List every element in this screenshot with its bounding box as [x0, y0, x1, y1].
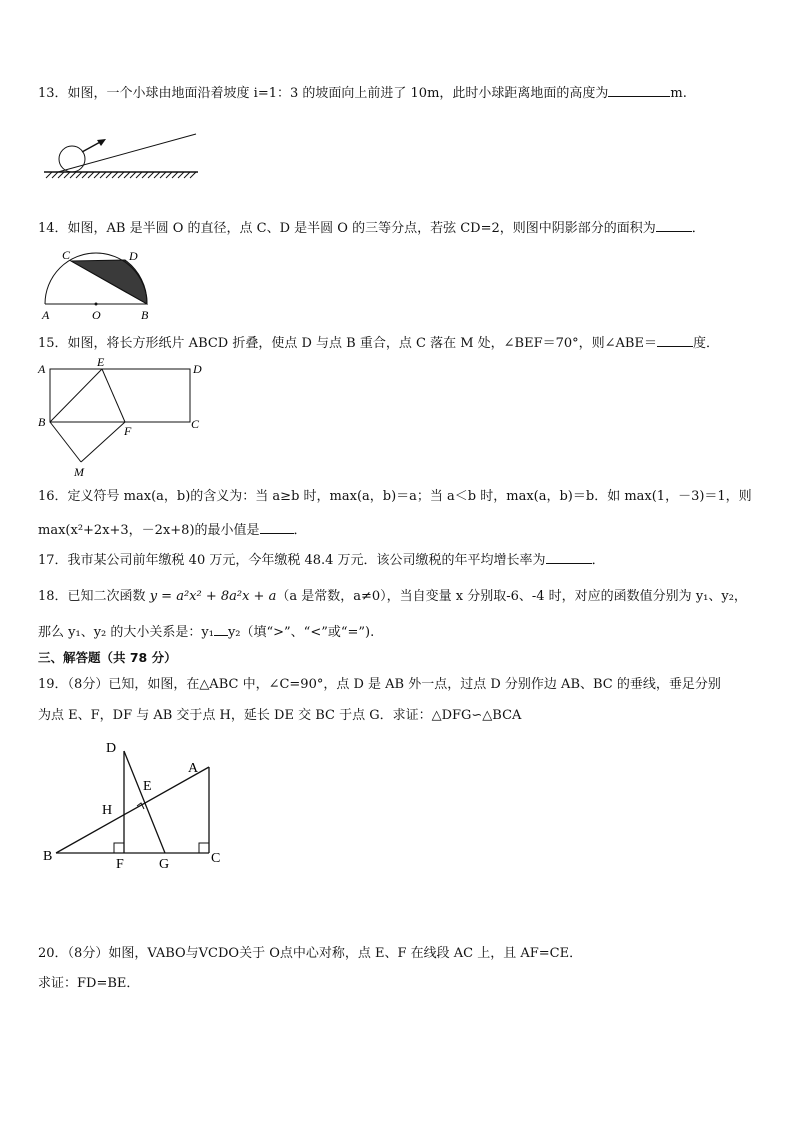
q19-triangle-figure: [40, 735, 230, 875]
q17-text-a: 17．我市某公司前年缴税 40 万元，今年缴税 48.4 万元．该公司缴税的年平均增长率为: [38, 553, 546, 568]
q14-semicircle-figure: [38, 246, 158, 322]
q18-answer-blank[interactable]: [214, 622, 228, 636]
q14-answer-blank[interactable]: [656, 218, 692, 232]
q20-line1: 20．（8分）如图，VABO与VCDO关于 O点中心对称，点 E、F 在线段 AC 上，且 AF=CE．: [38, 946, 583, 961]
q16-line2: [38, 520, 307, 540]
q13-text: [38, 83, 687, 103]
section-heading: 三、解答题（共 78 分）: [38, 650, 177, 665]
segment-mf: [81, 422, 125, 462]
label-b: B: [38, 415, 46, 429]
right-angle-c: [199, 843, 209, 853]
label-m: M: [74, 465, 84, 479]
label-f: F: [124, 424, 132, 438]
q16-line1: 16．定义符号 max(a，b)的含义为：当 a≥b 时，max(a，b)＝a；当 a＜b 时，max(a，b)＝b．如 max(1，－3)＝1，则: [38, 489, 752, 504]
segment-dg: [124, 751, 165, 853]
q19-line1: 19．（8分）已知，如图，在△ABC 中，∠C=90°，点 D 是 AB 外一点，过点 D 分别作边 AB、BC 的垂线，垂足分别: [38, 677, 721, 692]
q13-answer-blank[interactable]: [608, 83, 670, 97]
label-d: D: [193, 362, 202, 376]
segment-bm: [50, 422, 81, 462]
label-c: C: [191, 417, 200, 431]
q20-line2: 求证：FD=BE．: [38, 976, 140, 991]
q16-line2-a: max(x²+2x+3，－2x+8)的最小值是: [38, 523, 260, 538]
q13-text-a: 13．如图，一个小球由地面沿着坡度 i=1：3 的坡面向上前进了 10m，此时小球距离地面的高度为: [38, 86, 609, 101]
segment-be: [50, 369, 102, 422]
q19-line2: 为点 E、F，DF 与 AB 交于点 H，延长 DE 交 BC 于点 G．求证：△DFG∽△BCA: [38, 708, 522, 723]
label-b: B: [141, 308, 149, 322]
q18-function: y = a²x² + 8a²x + a: [149, 589, 277, 604]
label-c: C: [62, 248, 71, 262]
q18-line2: [38, 622, 374, 642]
q18-line2-a: 那么 y₁、y₂ 的大小关系是：y₁: [38, 625, 214, 640]
q18-line1: [38, 588, 747, 606]
q14-text-a: 14．如图，AB 是半圆 O 的直径，点 C、D 是半圆 O 的三等分点，若弦 CD=2，则图中阴影部分的面积为: [38, 221, 656, 236]
q16-line2-b: ．: [293, 523, 307, 538]
segment-ef: [102, 369, 125, 422]
q13-text-b: m.: [670, 86, 687, 101]
ground-hatch: [46, 172, 196, 178]
label-d: D: [129, 249, 138, 263]
q17-text-b: ．: [591, 553, 605, 568]
label-h: H: [102, 803, 113, 818]
q15-text-a: 15．如图，将长方形纸片 ABCD 折叠，使点 D 与点 B 重合，点 C 落在 M 处，∠BEF＝70°，则∠ABE＝: [38, 336, 657, 351]
label-f: F: [116, 857, 124, 872]
q18-line2-b: y₂（填“>”、“<”或“=”).: [227, 625, 375, 640]
rectangle-abcd: [50, 369, 190, 422]
q13-slope-figure: [40, 128, 205, 183]
q15-folded-rectangle-figure: [36, 355, 211, 483]
q14-text-b: ．: [691, 221, 705, 236]
label-e: E: [143, 779, 152, 794]
label-a: A: [38, 362, 46, 376]
q15-text-b: 度．: [692, 336, 719, 351]
slope-line: [58, 134, 196, 172]
q16-answer-blank[interactable]: [260, 520, 294, 534]
q17-text: [38, 550, 605, 570]
q17-answer-blank[interactable]: [546, 550, 592, 564]
right-angle-f: [114, 843, 124, 853]
label-b: B: [43, 849, 53, 864]
q18-line1-b: （a 是常数，a≠0），当自变量 x 分别取-6、-4 时，对应的函数值分别为 y₁、y₂，: [276, 589, 747, 604]
label-e: E: [97, 355, 105, 369]
q15-text: [38, 333, 719, 353]
label-g: G: [159, 857, 170, 872]
q18-line1-a: 18．已知二次函数: [38, 589, 150, 604]
label-a: A: [42, 308, 50, 322]
q15-answer-blank[interactable]: [657, 333, 693, 347]
label-a: A: [188, 761, 199, 776]
label-c: C: [211, 851, 221, 866]
segment-ba: [56, 767, 209, 853]
label-o: O: [92, 308, 101, 322]
q14-text: [38, 218, 705, 238]
label-d: D: [106, 741, 117, 756]
center-point-o: [95, 303, 98, 306]
